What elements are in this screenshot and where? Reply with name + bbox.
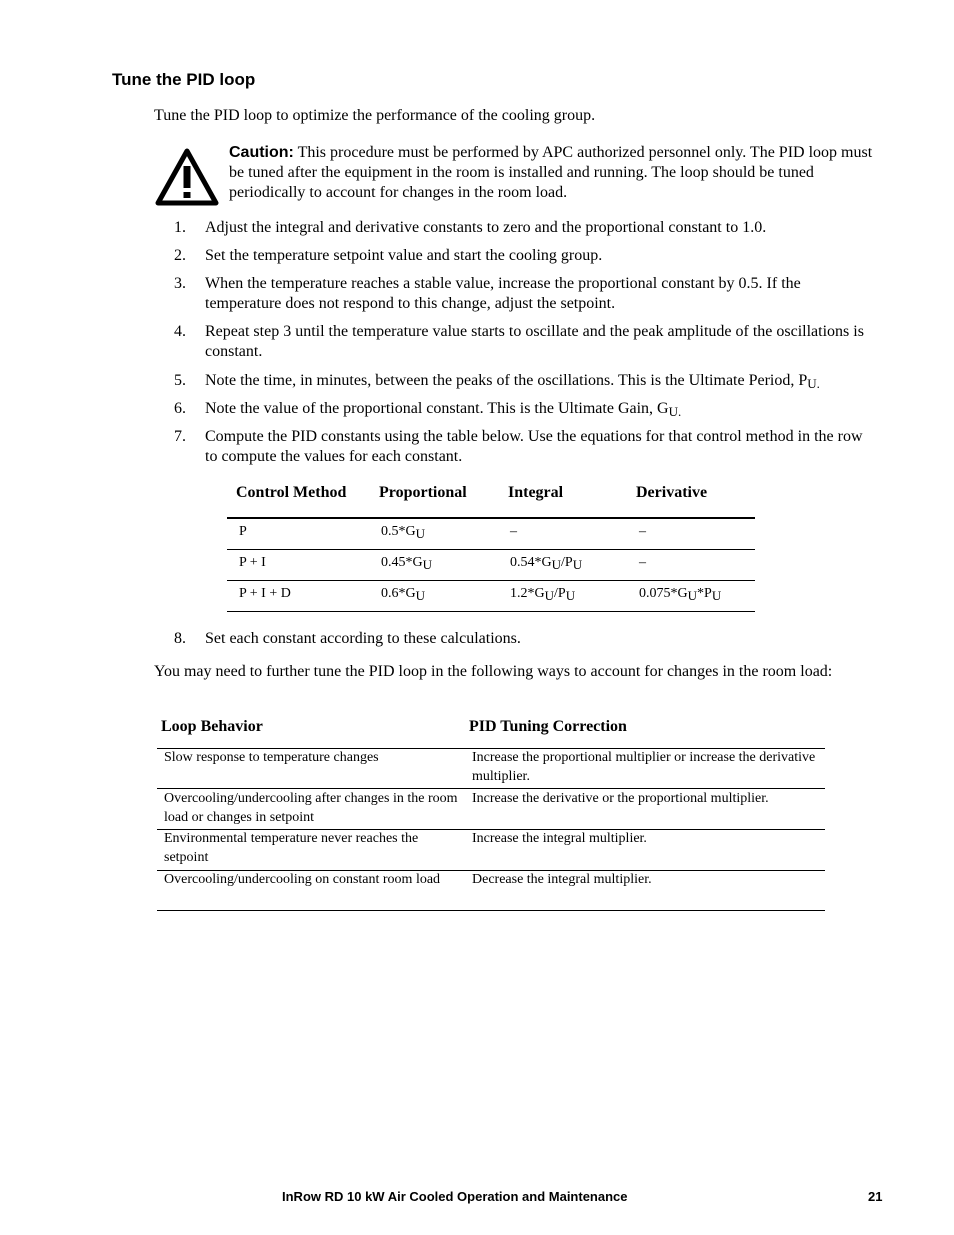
intro-paragraph: Tune the PID loop to optimize the performance of the cooling group. <box>154 107 596 124</box>
step-number: 1. <box>174 219 186 236</box>
row-divider <box>227 580 755 581</box>
step-text: Adjust the integral and derivative constants to zero and the proportional constant to 1.0. <box>205 219 767 236</box>
row-pi-integral: $0.54*G_U/P_U$ <box>510 555 583 572</box>
col-header-derivative: Derivative <box>636 484 708 501</box>
table-bottom-rule <box>227 611 755 612</box>
row-divider <box>227 549 755 550</box>
col-header-integral: Integral <box>508 484 564 501</box>
behavior-cell: Slow response to temperature changes <box>164 750 379 765</box>
step-number: 6. <box>174 400 186 417</box>
behavior-cell: Overcooling/undercooling after changes in the room load or changes in setpoint <box>164 791 458 825</box>
row-p-proportional: $0.5*G_U$ <box>381 524 426 541</box>
row-pi-method: P + I <box>239 555 266 570</box>
step-text: Set the temperature setpoint value and start the cooling group. <box>205 247 603 264</box>
step-text: Repeat step 3 until the temperature value starts to oscillate and the peak amplitude of the oscillations is constant. <box>205 323 864 360</box>
col-header-pid-tuning-correction: PID Tuning Correction <box>469 718 627 735</box>
table-bottom-rule <box>157 910 825 911</box>
correction-cell: Increase the integral multiplier. <box>472 831 647 846</box>
page-number: 21 <box>868 1189 883 1204</box>
col-header-control-method: Control Method <box>236 484 347 501</box>
step-number: 8. <box>174 630 186 647</box>
section-heading: Tune the PID loop <box>112 70 256 89</box>
row-pid-derivative: $0.075*G_U*P_U$ <box>639 586 722 603</box>
row-p-integral: – <box>510 524 517 539</box>
step-text: Note the value of the proportional constant. This is the Ultimate Gain, $G_{U.}$ <box>205 400 682 419</box>
step-number: 7. <box>174 428 186 445</box>
correction-cell: Decrease the integral multiplier. <box>472 872 652 887</box>
correction-cell: Increase the derivative or the proportional multiplier. <box>472 791 769 806</box>
behavior-cell: Environmental temperature never reaches the setpoint <box>164 831 419 865</box>
caution-note <box>229 143 874 203</box>
footer-title: InRow RD 10 kW Air Cooled Operation and Maintenance <box>282 1189 628 1204</box>
row-pid-integral: $1.2*G_U/P_U$ <box>510 586 576 603</box>
step-number: 4. <box>174 323 186 340</box>
step-number: 5. <box>174 372 186 389</box>
step-text: When the temperature reaches a stable value, increase the proportional constant by 0.5. If the temperature does not respond to this change, adjust the setpoint. <box>205 275 801 312</box>
step-text: Note the time, in minutes, between the peaks of the oscillations. This is the Ultimate Period, $P_{U.}$ <box>205 372 820 391</box>
step-number: 3. <box>174 275 186 292</box>
row-pid-proportional: $0.6*G_U$ <box>381 586 426 603</box>
further-tuning-paragraph: You may need to further tune the PID loop in the following ways to account for changes in the room load: <box>154 663 833 680</box>
row-p-method: P <box>239 524 247 539</box>
row-p-derivative: – <box>639 524 646 539</box>
caution-label: Caution: <box>229 144 294 161</box>
behavior-cell: Overcooling/undercooling on constant room load <box>164 872 441 887</box>
col-header-loop-behavior: Loop Behavior <box>161 718 263 735</box>
header-rule <box>227 517 755 519</box>
step-text: Set each constant according to these calculations. <box>205 630 521 647</box>
correction-cell: Increase the proportional multiplier or increase the derivative multiplier. <box>472 750 816 784</box>
step-number: 2. <box>174 247 186 264</box>
warning-triangle-icon <box>155 148 219 206</box>
row-pi-derivative: – <box>639 555 646 570</box>
col-header-proportional: Proportional <box>379 484 467 501</box>
row-pi-proportional: $0.45*G_U$ <box>381 555 433 572</box>
row-pid-method: P + I + D <box>239 586 291 601</box>
caution-text: This procedure must be performed by APC authorized personnel only. The PID loop must be tuned after the equipment in the room is installed and running. The loop should be tuned periodically to account for changes in the room load. <box>229 144 873 201</box>
step-text: Compute the PID constants using the table below. Use the equations for that control method in the row to compute the values for each constant. <box>205 428 863 465</box>
